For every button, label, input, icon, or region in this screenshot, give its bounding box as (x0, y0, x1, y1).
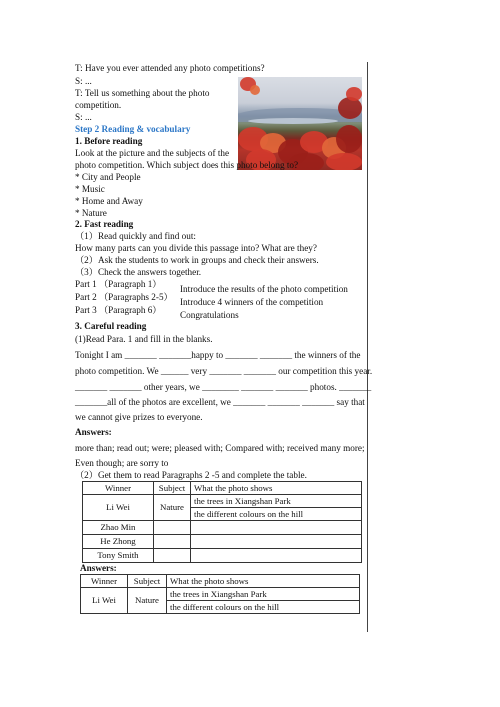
table-header: Subject (128, 575, 167, 588)
subject-option: * Home and Away (75, 196, 143, 206)
answers-line: Even though; are sorry to (75, 458, 169, 468)
subject-cell (154, 521, 191, 535)
fill-blank-line: Tonight I am _______ _______happy to _______ _______ the winners of the (75, 350, 361, 360)
page-margin-line (367, 62, 368, 632)
table-header-row (81, 575, 360, 588)
subject-option: * Nature (75, 208, 107, 218)
red-leaves-photo (238, 77, 362, 170)
winners-table (82, 481, 362, 563)
part-row (75, 305, 173, 318)
answers-line: more than; read out; were; pleased with; Compared with; received many more; (75, 443, 365, 453)
careful-reading-title: 3. Careful reading (75, 321, 147, 331)
table-row (81, 588, 360, 601)
table-header-row (83, 482, 362, 495)
intro-line: S: ... (75, 112, 92, 122)
table-header: Subject (154, 482, 191, 495)
shows-cell: the different colours on the hill (191, 508, 362, 521)
winner-cell: Tony Smith (83, 549, 154, 563)
fill-blank-line: _______ _______ other years, we ________ _______ _______ photos. _______ (75, 382, 372, 392)
intro-line: T: Tell us something about the photo (75, 88, 210, 98)
part-description: Introduce 4 winners of the competition (180, 297, 324, 307)
table-row (83, 495, 362, 508)
winner-cell: Li Wei (81, 588, 128, 614)
fast-reading-step: （1）Read quickly and find out: (75, 231, 196, 241)
before-reading-text: Look at the picture and the subjects of the (75, 148, 230, 158)
table-header: What the photo shows (167, 575, 360, 588)
table-header: Winner (83, 482, 154, 495)
step2-heading: Step 2 Reading & vocabulary (75, 124, 191, 134)
table-row (83, 521, 362, 535)
intro-line: competition. (75, 100, 122, 110)
intro-line: S: ... (75, 76, 92, 86)
shows-cell (191, 521, 362, 535)
answers-label: Answers: (75, 427, 112, 437)
table-row (83, 549, 362, 563)
shows-cell: the trees in Xiangshan Park (167, 588, 360, 601)
part-label: Part 1 （Paragraph 1） (75, 279, 162, 289)
before-reading-title: 1. Before reading (75, 136, 143, 146)
part-row (75, 292, 173, 305)
fill-blank-line: _______all of the photos are excellent, we _______ _______ _______ say that (75, 397, 365, 407)
shows-cell (191, 549, 362, 563)
subject-cell (154, 535, 191, 549)
part-label: Part 2 （Paragraphs 2-5） (75, 292, 173, 302)
parts-list (75, 279, 173, 318)
table-header: Winner (81, 575, 128, 588)
careful-reading-intro: (1)Read Para. 1 and fill in the blanks. (75, 334, 213, 344)
table-header: What the photo shows (191, 482, 362, 495)
winner-cell: He Zhong (83, 535, 154, 549)
part-label: Part 3 （Paragraph 6） (75, 305, 162, 315)
table-row (83, 535, 362, 549)
part-description: Congratulations (180, 310, 239, 320)
fill-blank-line: photo competition. We ______ very _______ _______ our competition this year. (75, 366, 373, 376)
subject-cell: Nature (128, 588, 167, 614)
fast-reading-question: How many parts can you divide this passage into? What are they? (75, 243, 317, 253)
shows-cell: the trees in Xiangshan Park (191, 495, 362, 508)
answers-label: Answers: (80, 563, 117, 573)
subject-cell: Nature (154, 495, 191, 521)
winner-cell: Li Wei (83, 495, 154, 521)
shows-cell: the different colours on the hill (167, 601, 360, 614)
intro-line: T: Have you ever attended any photo competitions? (75, 63, 265, 73)
subject-option: * City and People (75, 172, 141, 182)
winner-cell: Zhao Min (83, 521, 154, 535)
shows-cell (191, 535, 362, 549)
fill-blank-line: we cannot give prizes to everyone. (75, 412, 203, 422)
subject-cell (154, 549, 191, 563)
answers-table (80, 574, 360, 614)
table-instruction: （2）Get them to read Paragraphs 2 -5 and complete the table. (75, 470, 307, 480)
fast-reading-step: （2）Ask the students to work in groups and check their answers. (75, 255, 319, 265)
part-description: Introduce the results of the photo competition (180, 284, 348, 294)
fast-reading-step: （3）Check the answers together. (75, 267, 202, 277)
subject-option: * Music (75, 184, 105, 194)
part-row (75, 279, 173, 292)
before-reading-text: photo competition. Which subject does this photo belong to? (75, 160, 299, 170)
fast-reading-title: 2. Fast reading (75, 219, 134, 229)
